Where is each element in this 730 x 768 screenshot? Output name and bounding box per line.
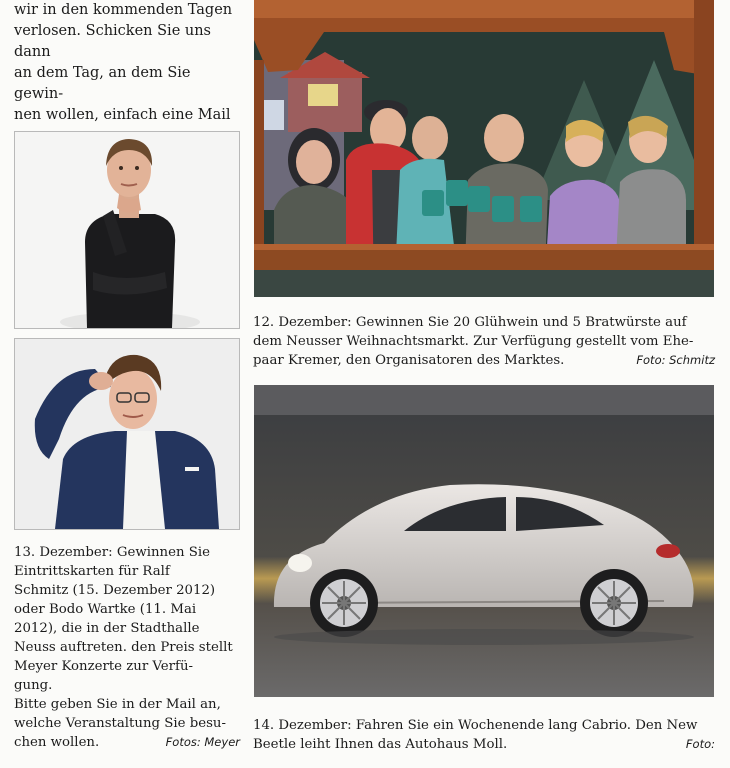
- caption-line: Beetle leiht Ihnen das Autohaus Moll.: [253, 737, 508, 752]
- caption-line: 2012), die in der Stadthalle: [14, 621, 200, 636]
- bodo-wartke-illustration: [15, 339, 239, 529]
- caption-line: dem Neusser Weihnachtsmarkt. Zur Verfügung gestellt vom Ehe-: [253, 334, 694, 349]
- intro-line: verlosen. Schicken Sie uns dann: [14, 23, 211, 60]
- photo-ralf-schmitz: [14, 131, 240, 329]
- caption-12-dezember: [253, 313, 715, 370]
- photo-weihnachtsmarkt: [254, 0, 714, 297]
- photo-new-beetle: [254, 385, 714, 697]
- photo-credit: Foto:: [685, 737, 715, 751]
- caption-line: Neuss auftreten. den Preis stellt: [14, 640, 233, 655]
- new-beetle-illustration: [254, 385, 714, 697]
- caption-line: gung.: [14, 678, 53, 693]
- intro-line: wir in den kommenden Tagen: [14, 2, 233, 18]
- photo-credit: Fotos: Meyer: [165, 735, 240, 749]
- caption-line: Meyer Konzerte zur Verfü-: [14, 659, 194, 674]
- caption-line: Schmitz (15. Dezember 2012): [14, 583, 216, 598]
- caption-line: Bitte geben Sie in der Mail an,: [14, 697, 221, 712]
- caption-line: chen wollen.: [14, 735, 100, 750]
- caption-line: welche Veranstaltung Sie besu-: [14, 716, 226, 731]
- intro-line: an dem Tag, an dem Sie gewin-: [14, 65, 191, 102]
- caption-line: oder Bodo Wartke (11. Mai: [14, 602, 197, 617]
- photo-bodo-wartke: [14, 338, 240, 530]
- photo-credit: Foto: Schmitz: [636, 353, 715, 367]
- caption-14-dezember: [253, 716, 715, 754]
- caption-line: paar Kremer, den Organisatoren des Marktes.: [253, 353, 565, 368]
- caption-line: Eintrittskarten für Ralf: [14, 564, 170, 579]
- caption-line: 13. Dezember: Gewinnen Sie: [14, 545, 210, 560]
- weihnachtsmarkt-illustration: [254, 0, 714, 297]
- caption-line: 12. Dezember: Gewinnen Sie 20 Glühwein und 5 Bratwürste auf: [253, 315, 687, 330]
- ralf-schmitz-illustration: [15, 132, 239, 328]
- caption-13-dezember: [14, 543, 240, 752]
- intro-line: nen wollen, einfach eine Mail: [14, 107, 231, 123]
- caption-line: 14. Dezember: Fahren Sie ein Wochenende lang Cabrio. Den New: [253, 718, 698, 733]
